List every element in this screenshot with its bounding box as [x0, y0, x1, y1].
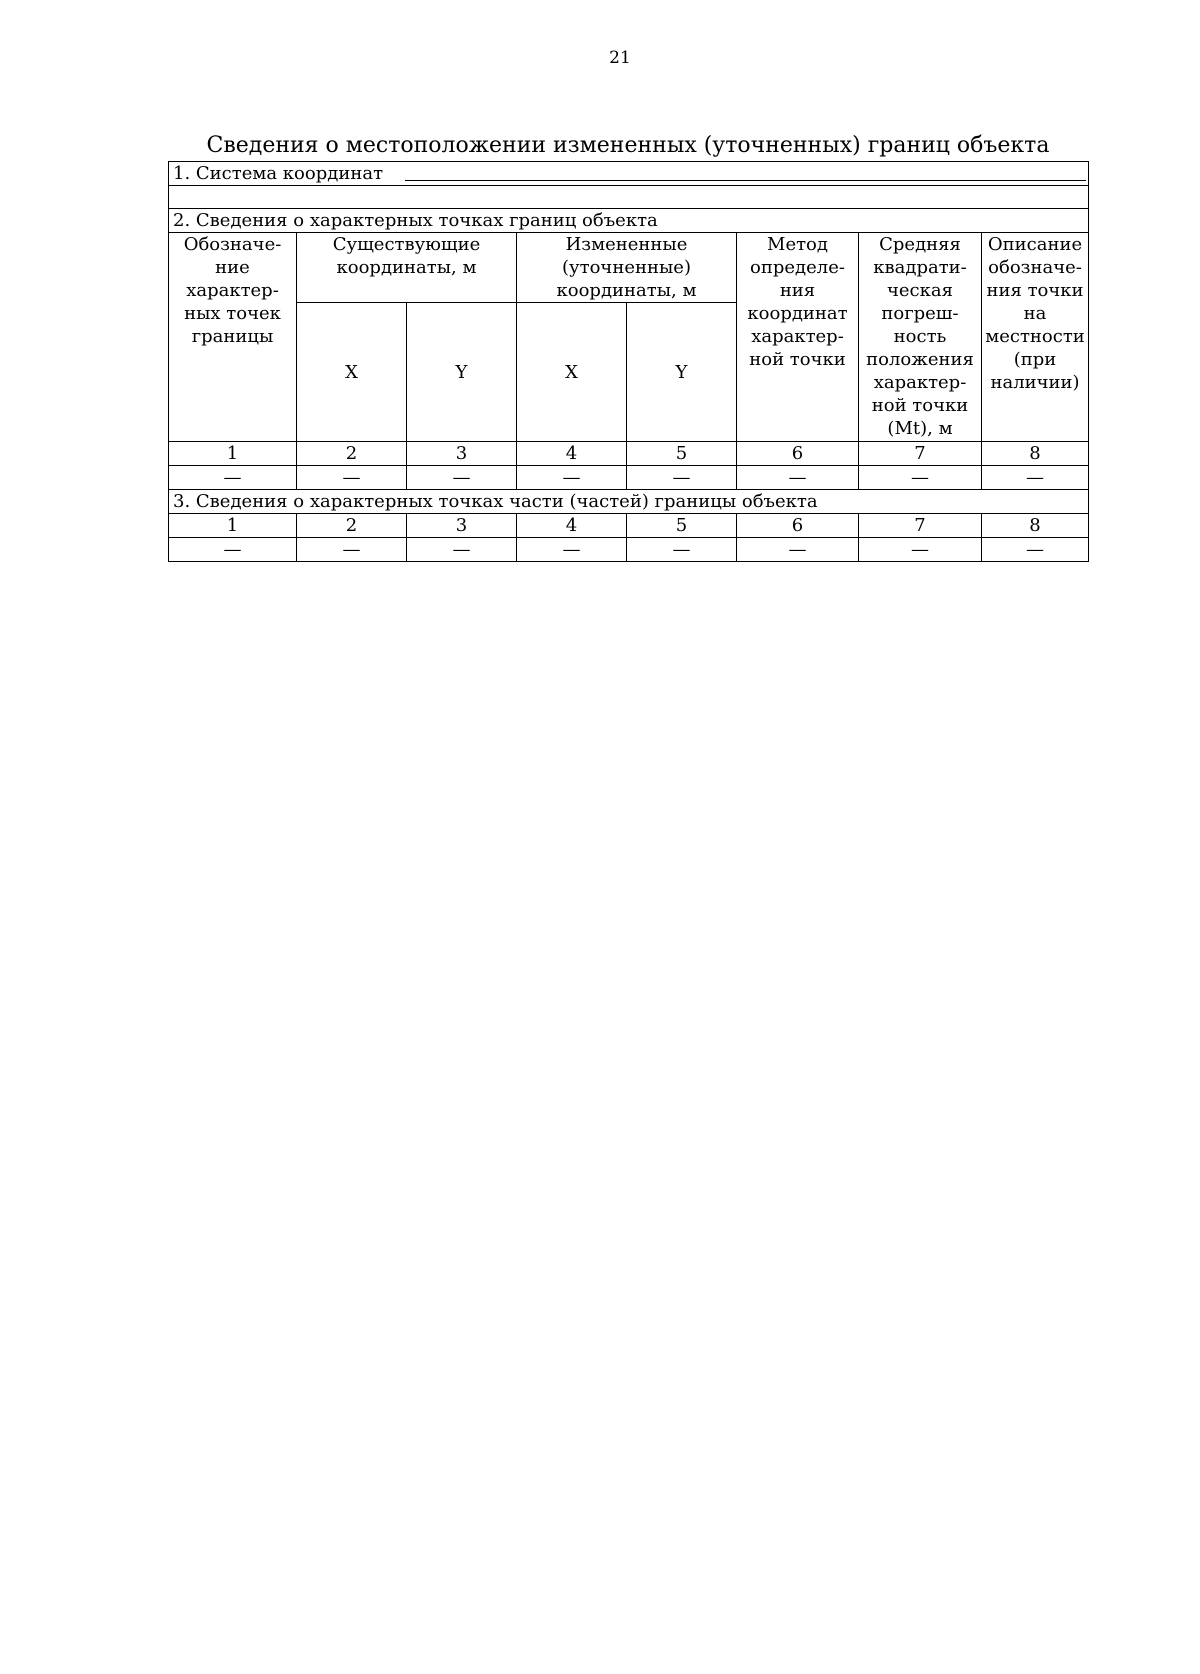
index-cell: 7	[859, 442, 982, 466]
coordinate-system-blank-row	[169, 186, 1089, 209]
section-2-label: 2. Сведения о характерных точках границ объекта	[169, 209, 1089, 233]
coordinate-system-label: 1. Система координат	[173, 163, 384, 184]
header-changed-coords: Измененные (уточненные) координаты, м	[517, 233, 737, 303]
dash-cell: —	[297, 466, 407, 490]
section-3-label: 3. Сведения о характерных точках части (частей) границы объекта	[169, 490, 1089, 514]
dash-cell: —	[297, 538, 407, 562]
dash-cell: —	[169, 466, 297, 490]
page-title: Сведения о местоположении измененных (уточненных) границ объекта	[206, 133, 1050, 158]
blank-cell	[169, 186, 1089, 209]
index-cell: 5	[627, 442, 737, 466]
dash-cell: —	[737, 538, 859, 562]
index-cell: 6	[737, 442, 859, 466]
section-3-row	[169, 490, 1089, 514]
header-existing-y: Y	[407, 303, 517, 442]
dash-cell: —	[169, 538, 297, 562]
dash-cell: —	[407, 538, 517, 562]
section-2-data-row	[169, 466, 1089, 490]
dash-cell: —	[859, 466, 982, 490]
dash-cell: —	[627, 466, 737, 490]
index-cell: 2	[297, 514, 407, 538]
index-cell: 8	[982, 514, 1089, 538]
index-cell: 5	[627, 514, 737, 538]
boundary-table	[168, 161, 1089, 562]
header-description: Описание обозначе-ния точки на местности (при наличии)	[982, 233, 1089, 442]
dash-cell: —	[982, 538, 1089, 562]
header-changed-x: X	[517, 303, 627, 442]
dash-cell: —	[982, 466, 1089, 490]
section-3-data-row	[169, 538, 1089, 562]
dash-cell: —	[627, 538, 737, 562]
header-point-designation: Обозначе-ние характер-ных точек границы	[169, 233, 297, 442]
index-cell: 3	[407, 442, 517, 466]
header-changed-y: Y	[627, 303, 737, 442]
dash-cell: —	[407, 466, 517, 490]
index-cell: 7	[859, 514, 982, 538]
coordinate-system-cell	[169, 162, 1089, 186]
index-cell: 3	[407, 514, 517, 538]
dash-cell: —	[517, 538, 627, 562]
section-2-index-row	[169, 442, 1089, 466]
dash-cell: —	[737, 466, 859, 490]
coordinate-system-field	[405, 179, 1086, 181]
page-number: 21	[609, 48, 631, 68]
index-cell: 1	[169, 514, 297, 538]
index-cell: 4	[517, 442, 627, 466]
index-cell: 8	[982, 442, 1089, 466]
header-mean-error: Средняя квадрати-ческая погреш-ность положения характер-ной точки (Mt), м	[859, 233, 982, 442]
coordinate-system-row	[169, 162, 1089, 186]
header-row-top	[169, 233, 1089, 303]
dash-cell: —	[517, 466, 627, 490]
index-cell: 6	[737, 514, 859, 538]
dash-cell: —	[859, 538, 982, 562]
index-cell: 1	[169, 442, 297, 466]
header-existing-coords: Существующие координаты, м	[297, 233, 517, 303]
section-3-index-row	[169, 514, 1089, 538]
index-cell: 2	[297, 442, 407, 466]
header-existing-x: X	[297, 303, 407, 442]
index-cell: 4	[517, 514, 627, 538]
header-method: Метод определе-ния координат характер-ной точки	[737, 233, 859, 442]
section-2-row	[169, 209, 1089, 233]
